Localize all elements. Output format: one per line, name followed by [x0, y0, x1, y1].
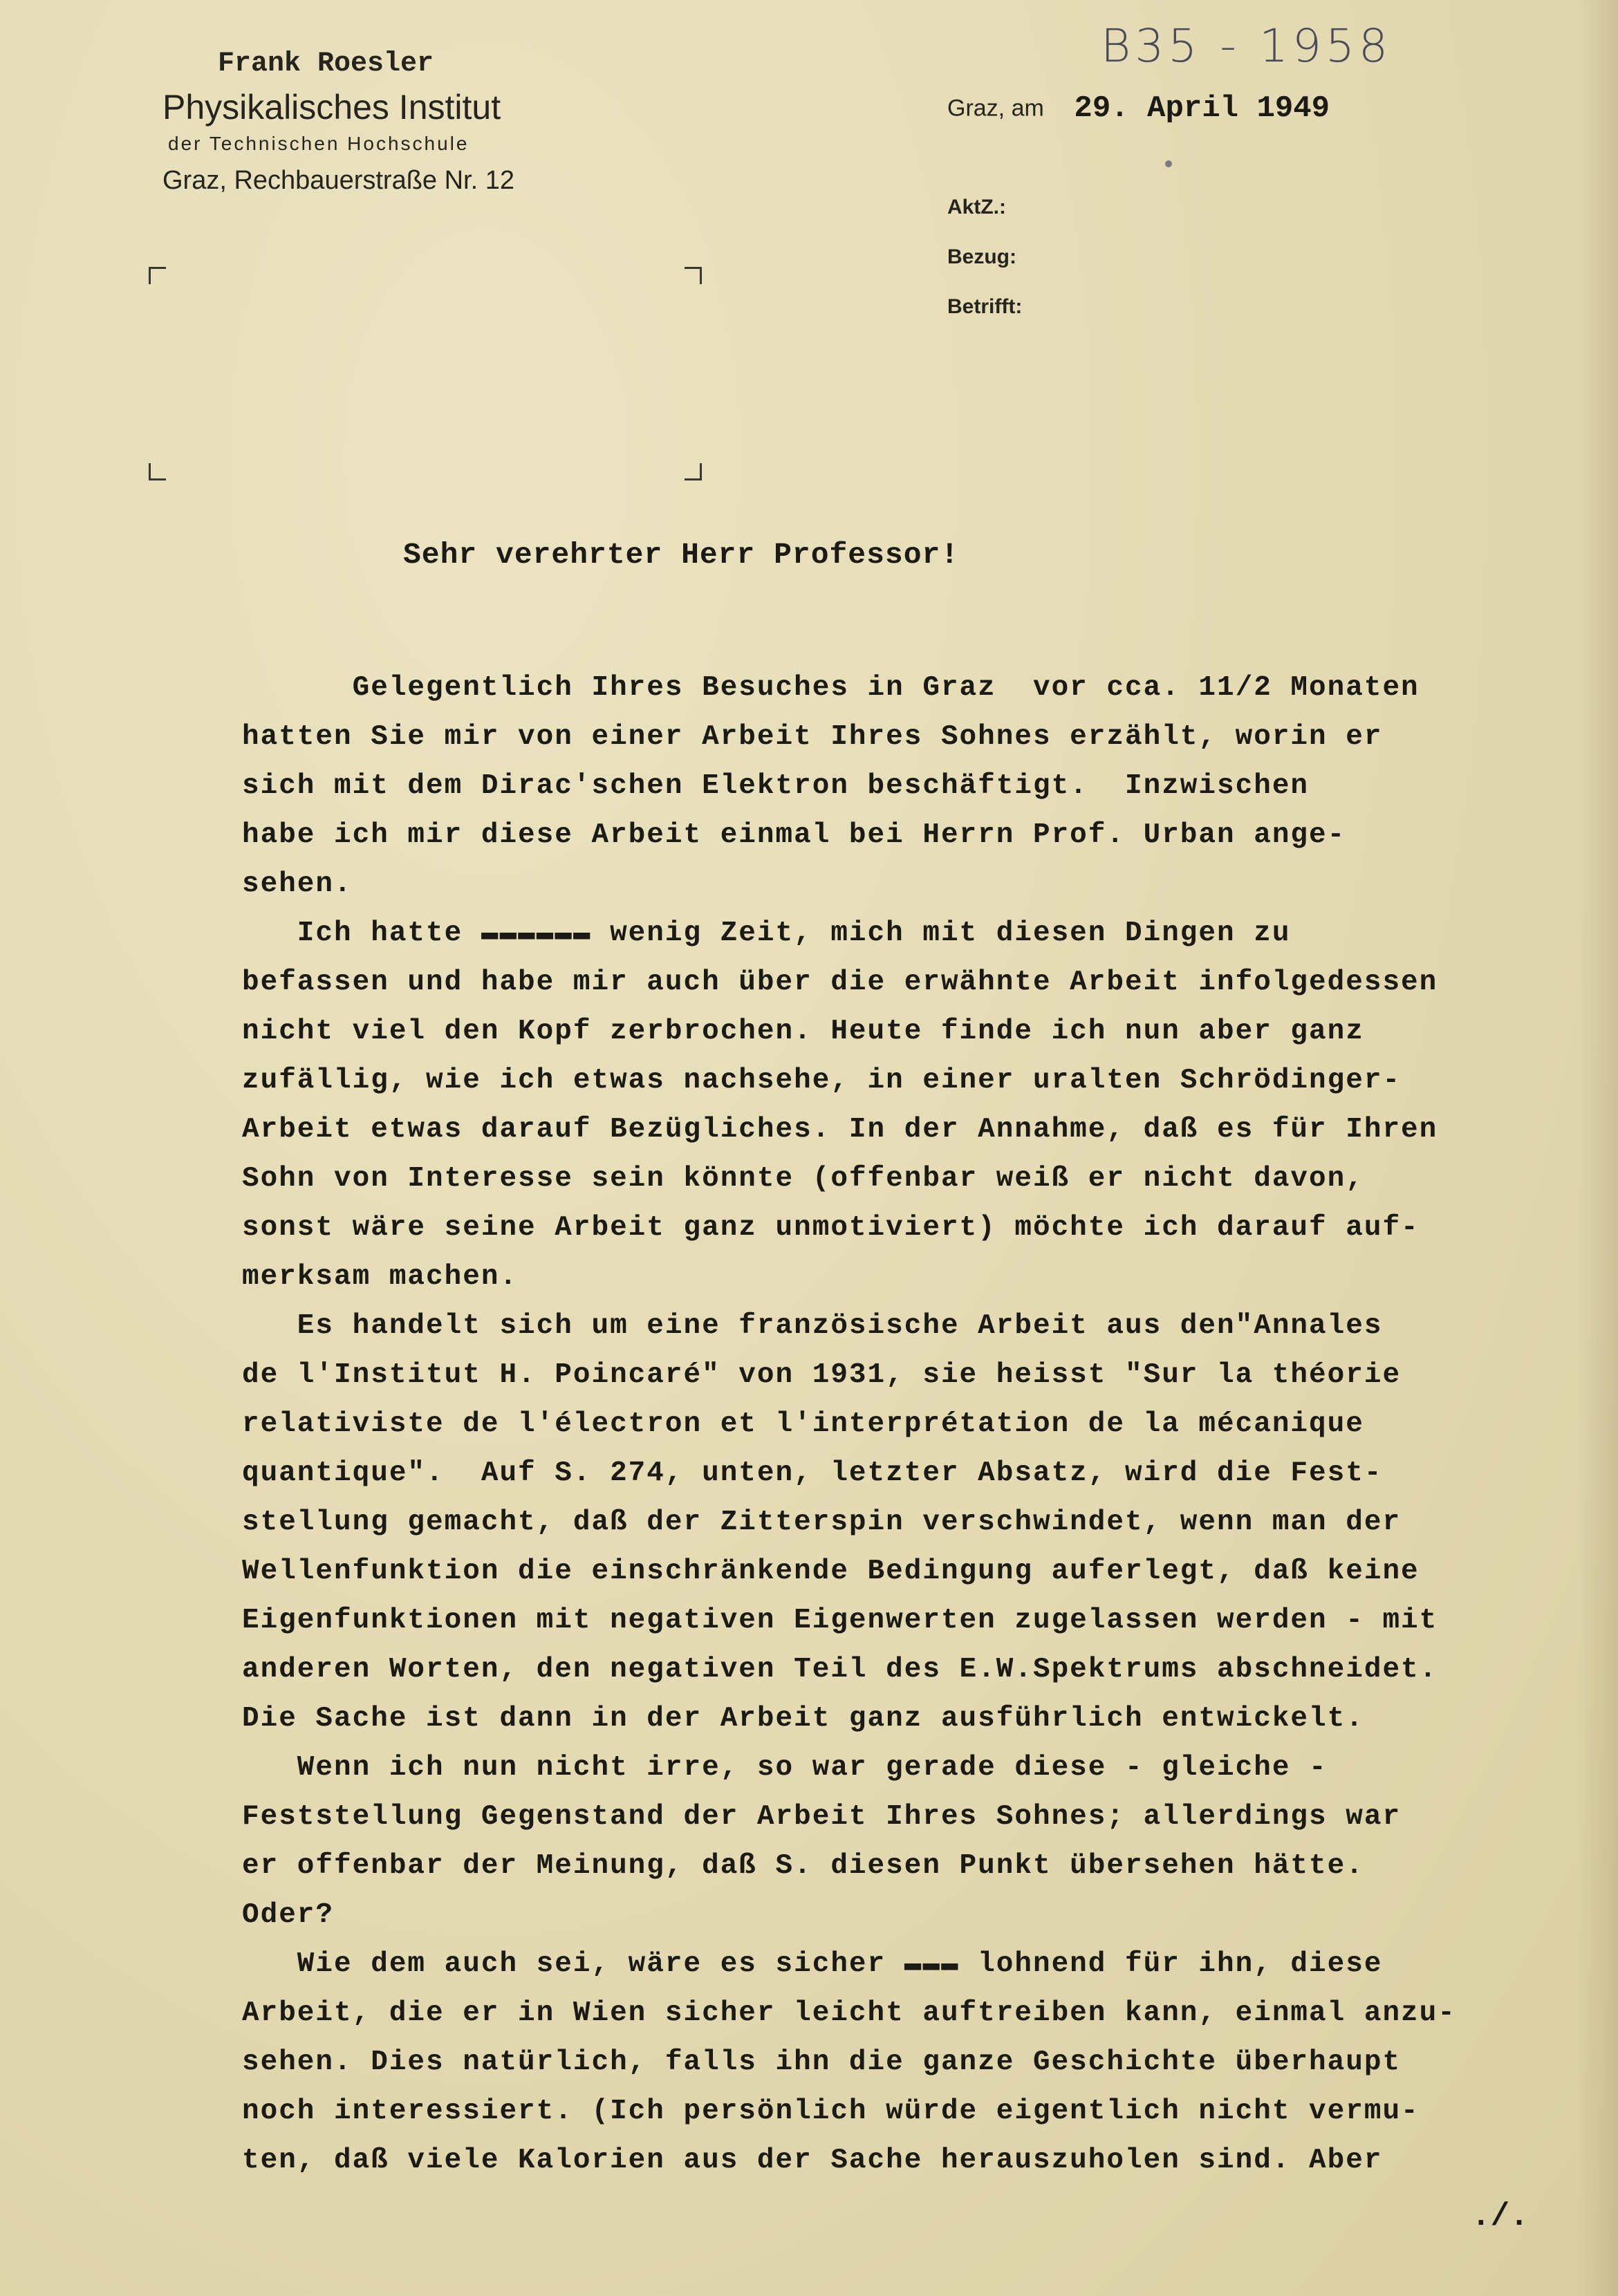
address-window-corner-top-right: [685, 267, 702, 284]
body-line: sehen. Dies natürlich, falls ihn die ganze Geschichte überhaupt: [242, 2046, 1402, 2078]
letterhead-sender-name: Frank Roesler: [218, 48, 434, 80]
body-line: sehen.: [242, 868, 353, 900]
body-line: de l'Institut H. Poincaré" von 1931, sie heisst "Sur la théorie: [242, 1359, 1402, 1391]
archive-number: B35 - 1958: [1101, 19, 1392, 73]
body-line: anderen Worten, den negativen Teil des E.W.Spektrums abschneidet.: [242, 1654, 1438, 1686]
letterhead-institute: Physikalisches Institut: [162, 88, 501, 127]
body-line: Eigenfunktionen mit negativen Eigenwerten zugelassen werden - mit: [242, 1605, 1438, 1636]
body-line: sonst wäre seine Arbeit ganz unmotiviert) möchte ich darauf auf-: [242, 1212, 1420, 1244]
address-window-corner-bottom-left: [149, 463, 166, 480]
body-line: habe ich mir diese Arbeit einmal bei Herrn Prof. Urban ange-: [242, 819, 1346, 851]
body-line: quantique". Auf S. 274, unten, letzter Absatz, wird die Fest-: [242, 1457, 1383, 1489]
body-line: Die Sache ist dann in der Arbeit ganz ausführlich entwickelt.: [242, 1703, 1364, 1735]
letter-date: 29. April 1949: [1074, 91, 1330, 126]
reference-fields: [947, 196, 1022, 345]
letter-body: [242, 664, 1542, 2185]
body-line: hatten Sie mir von einer Arbeit Ihres Sohnes erzählt, worin er: [242, 721, 1383, 753]
ref-field-bezug: Bezug:: [947, 245, 1016, 268]
body-line: Wellenfunktion die einschränkende Bedingung auferlegt, daß keine: [242, 1556, 1420, 1587]
body-line: Oder?: [242, 1899, 335, 1931]
body-line: Feststellung Gegenstand der Arbeit Ihres Sohnes; allerdings war: [242, 1801, 1402, 1833]
body-line: Es handelt sich um eine französische Arbeit aus den"Annales: [242, 1310, 1383, 1342]
body-line: Arbeit etwas darauf Bezügliches. In der Annahme, daß es für Ihren: [242, 1114, 1438, 1146]
paper-speck: [1165, 160, 1172, 167]
body-line: Sohn von Interesse sein könnte (offenbar weiß er nicht davon,: [242, 1163, 1364, 1195]
body-line: Gelegentlich Ihres Besuches in Graz vor cca. 11/2 Monaten: [242, 672, 1420, 704]
body-line: ten, daß viele Kalorien aus der Sache herauszuholen sind. Aber: [242, 2145, 1383, 2176]
salutation: Sehr verehrter Herr Professor!: [403, 538, 960, 572]
body-line: er offenbar der Meinung, daß S. diesen Punkt übersehen hätte.: [242, 1850, 1364, 1882]
body-line: nicht viel den Kopf zerbrochen. Heute finde ich nun aber ganz: [242, 1016, 1364, 1047]
body-line: merksam machen.: [242, 1261, 519, 1293]
ref-field-betrifft: Betrifft:: [947, 295, 1023, 318]
letterhead-school: der Technischen Hochschule: [168, 133, 469, 154]
body-line: befassen und habe mir auch über die erwähnte Arbeit infolgedessen: [242, 967, 1438, 998]
body-line: Wie dem auch sei, wäre es sicher ▬▬▬ lohnend für ihn, diese: [242, 1948, 1383, 1980]
letterhead-address: Graz, Rechbauerstraße Nr. 12: [162, 166, 514, 195]
letterhead: [162, 48, 591, 205]
date-line: [947, 91, 1330, 126]
body-line: Ich hatte ▬▬▬▬▬▬ wenig Zeit, mich mit diesen Dingen zu: [242, 917, 1291, 949]
body-line: Wenn ich nun nicht irre, so war gerade diese - gleiche -: [242, 1752, 1328, 1784]
body-line: zufällig, wie ich etwas nachsehe, in einer uralten Schrödinger-: [242, 1065, 1402, 1096]
body-line: noch interessiert. (Ich persönlich würde eigentlich nicht vermu-: [242, 2096, 1420, 2127]
date-prefix: Graz, am: [947, 95, 1044, 122]
body-line: sich mit dem Dirac'schen Elektron beschäftigt. Inzwischen: [242, 770, 1310, 802]
ref-field-aktz: AktZ.:: [947, 196, 1006, 218]
address-window-corner-bottom-right: [685, 463, 702, 480]
page-continuation-mark: ./.: [1471, 2199, 1529, 2234]
address-window-corner-top-left: [149, 267, 166, 284]
paper-edge-shadow: [1577, 0, 1618, 2296]
body-line: Arbeit, die er in Wien sicher leicht auftreiben kann, einmal anzu-: [242, 1997, 1456, 2029]
body-line: stellung gemacht, daß der Zitterspin verschwindet, wenn man der: [242, 1506, 1402, 1538]
body-line: relativiste de l'électron et l'interprétation de la mécanique: [242, 1408, 1364, 1440]
